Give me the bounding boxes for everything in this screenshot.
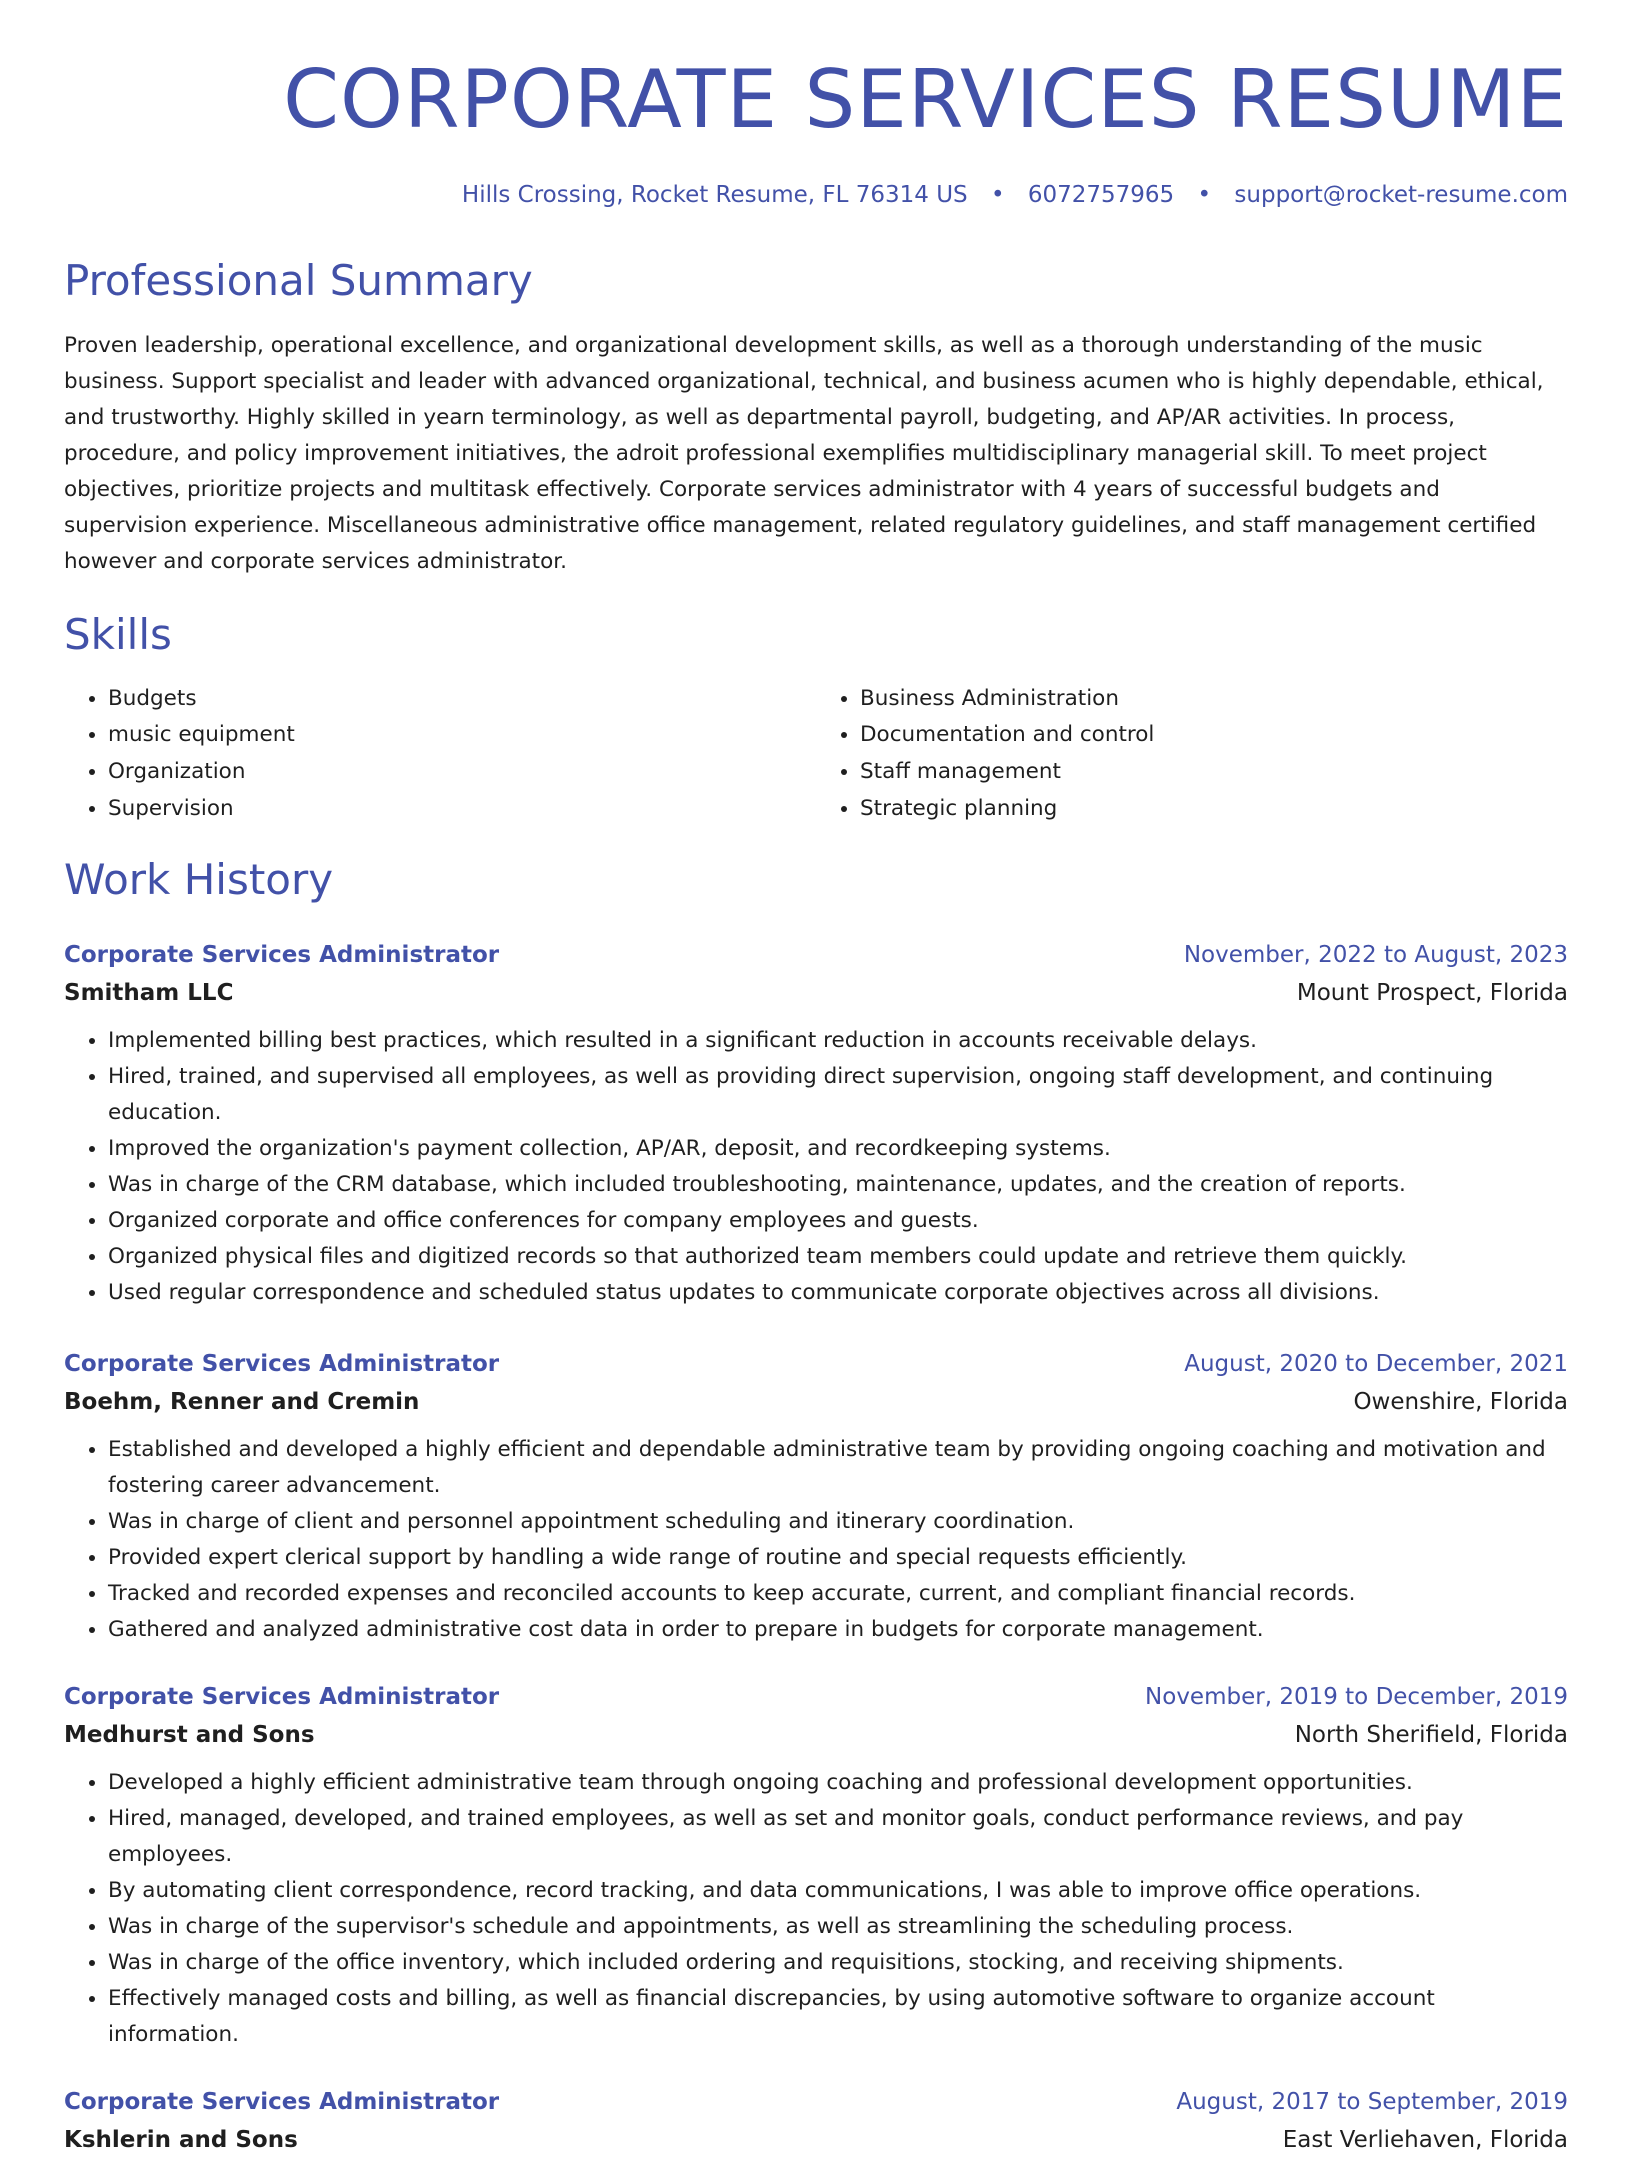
job-entry <box>64 1345 1568 1648</box>
contact-separator: • <box>1197 182 1212 208</box>
skill-item: • Organization <box>108 754 816 791</box>
job-bullet: • Developed a highly efficient administrative team through ongoing coaching and professional development opportunities. <box>108 1765 1568 1801</box>
job-location: Owenshire, Florida <box>1353 1388 1568 1415</box>
job-bullets <box>64 1432 1568 1648</box>
summary-heading: Professional Summary <box>64 256 533 305</box>
job-dates: November, 2019 to December, 2019 <box>1145 1683 1568 1710</box>
job-dates: August, 2020 to December, 2021 <box>1184 1350 1568 1377</box>
job-company: Smitham LLC <box>64 979 234 1006</box>
skill-item: • Documentation and control <box>860 717 1568 754</box>
job-location: East Verliehaven, Florida <box>1282 2126 1568 2153</box>
skill-item: • Staff management <box>860 754 1568 791</box>
job-bullet: • By automating client correspondence, record tracking, and data communications, I was able to improve office operations. <box>108 1873 1568 1909</box>
job-bullet: • Improved the organization's payment collection, AP/AR, deposit, and recordkeeping systems. <box>108 1131 1568 1167</box>
resume-title: CORPORATE SERVICES RESUME <box>283 53 1568 146</box>
work-history-heading: Work History <box>64 855 334 905</box>
job-bullet: • Used regular correspondence and scheduled status updates to communicate corporate objectives across all divisions. <box>108 1275 1568 1311</box>
job-bullets <box>64 1023 1568 1311</box>
skill-item: • Business Administration <box>860 681 1568 718</box>
job-bullet: • Tracked and recorded expenses and reconciled accounts to keep accurate, current, and compliant financial records. <box>108 1576 1568 1612</box>
job-bullet: • Was in charge of client and personnel appointment scheduling and itinerary coordination. <box>108 1504 1568 1540</box>
job-entry <box>64 1678 1568 2053</box>
job-bullet: • Organized corporate and office conferences for company employees and guests. <box>108 1203 1568 1239</box>
job-title: Corporate Services Administrator <box>64 1683 500 1710</box>
job-title: Corporate Services Administrator <box>64 2088 500 2115</box>
skills-heading: Skills <box>64 610 172 660</box>
skills-column-left <box>64 681 816 827</box>
job-bullet: • Hired, trained, and supervised all employees, as well as providing direct supervision, ongoing staff development, and continuing education. <box>108 1059 1568 1131</box>
job-location: North Sherifield, Florida <box>1294 1721 1568 1748</box>
skills-column-right <box>816 681 1568 827</box>
job-bullet: • Established and developed a highly efficient and dependable administrative team by providing ongoing coaching and motivation and fostering career advancement. <box>108 1432 1568 1504</box>
job-bullets <box>64 1765 1568 2053</box>
job-company: Kshlerin and Sons <box>64 2126 298 2153</box>
contact-separator: • <box>990 182 1005 208</box>
job-entry <box>64 936 1568 1311</box>
job-bullet: • Hired, managed, developed, and trained employees, as well as set and monitor goals, conduct performance reviews, and pay employees. <box>108 1801 1568 1873</box>
job-dates: November, 2022 to August, 2023 <box>1183 941 1568 968</box>
contact-address: Hills Crossing, Rocket Resume, FL 76314 US <box>461 182 968 208</box>
job-bullet: • Was in charge of the CRM database, which included troubleshooting, maintenance, updates, and the creation of reports. <box>108 1167 1568 1203</box>
skill-item: • Supervision <box>108 791 816 828</box>
job-bullet: • Implemented billing best practices, which resulted in a significant reduction in accounts receivable delays. <box>108 1023 1568 1059</box>
job-bullet: • Provided expert clerical support by handling a wide range of routine and special requests efficiently. <box>108 1540 1568 1576</box>
job-bullet: • Was in charge of the supervisor's schedule and appointments, as well as streamlining the scheduling process. <box>108 1909 1568 1945</box>
job-bullet: • Gathered and analyzed administrative cost data in order to prepare in budgets for corporate management. <box>108 1612 1568 1648</box>
job-title: Corporate Services Administrator <box>64 1350 500 1377</box>
job-dates: August, 2017 to September, 2019 <box>1176 2088 1568 2115</box>
job-entry <box>64 2083 1568 2159</box>
job-company: Medhurst and Sons <box>64 1721 315 1748</box>
job-company: Boehm, Renner and Cremin <box>64 1388 420 1415</box>
contact-phone: 6072757965 <box>1027 182 1175 208</box>
job-location: Mount Prospect, Florida <box>1296 979 1568 1006</box>
skills-grid <box>64 681 1568 827</box>
contact-email: support@rocket-resume.com <box>1234 182 1568 208</box>
skill-item: • Budgets <box>108 681 816 718</box>
job-bullet: • Organized physical files and digitized records so that authorized team members could update and retrieve them quickly. <box>108 1239 1568 1275</box>
job-title: Corporate Services Administrator <box>64 941 500 968</box>
skill-item: • Strategic planning <box>860 791 1568 828</box>
skill-item: • music equipment <box>108 717 816 754</box>
contact-line <box>64 182 1568 208</box>
job-bullet: • Effectively managed costs and billing, as well as financial discrepancies, by using automotive software to organize account information. <box>108 1981 1568 2053</box>
summary-text: Proven leadership, operational excellence, and organizational development skills, as well as a thorough understanding of the music business. Support specialist and leader with advanced organizational, technical, and business acumen who is highly dependable, ethical, and trustworthy. Highly skilled in yearn terminology, as well as departmental payroll, budgeting, and AP/AR activities. In process, procedure, and policy improvement initiatives, the adroit professional exemplifies multidisciplinary managerial skill. To meet project objectives, prioritize projects and multitask effectively. Corporate services administrator with 4 years of successful budgets and supervision experience. Miscellaneous administrative office management, related regulatory guidelines, and staff management certified however and corporate services administrator. <box>64 333 1544 575</box>
job-bullet: • Was in charge of the office inventory, which included ordering and requisitions, stocking, and receiving shipments. <box>108 1945 1568 1981</box>
